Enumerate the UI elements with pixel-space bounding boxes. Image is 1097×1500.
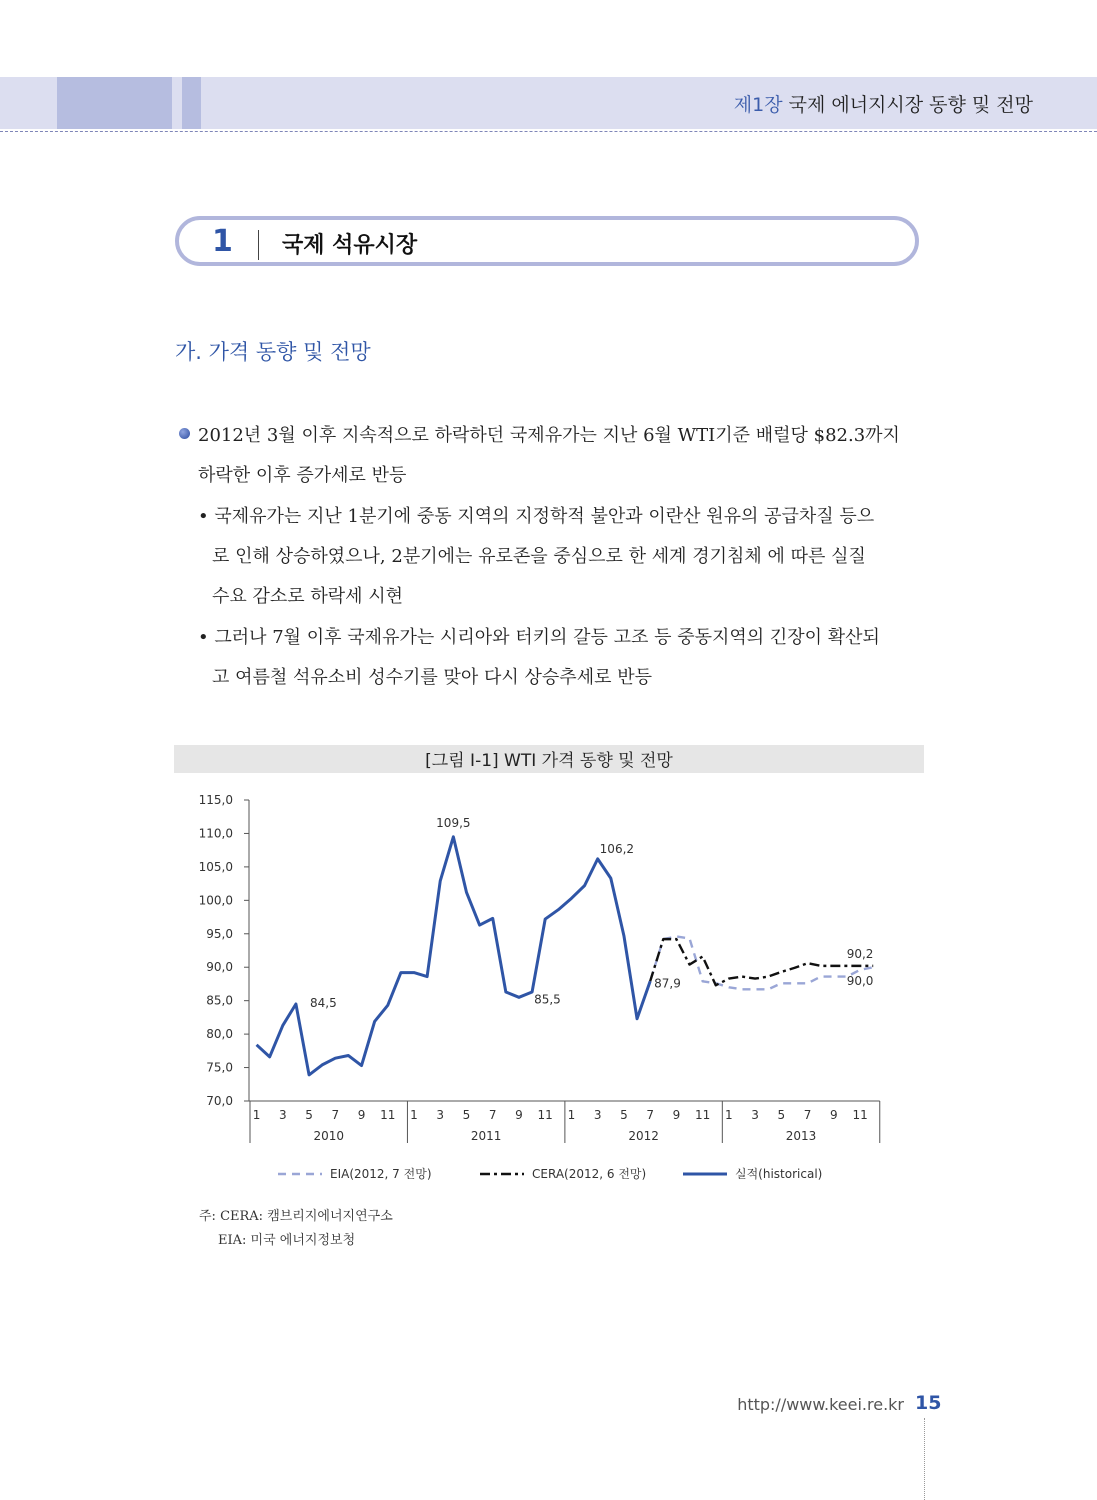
x-tick-label: 11 <box>852 1108 868 1122</box>
data-label: 106,2 <box>599 841 635 856</box>
sub-bullet-2-line-1: • 그러나 7월 이후 국제유가는 시리아와 터키의 갈등 고조 등 중동지역의 긴장이 확산되 <box>198 627 880 648</box>
y-tick-label: 95,0 <box>206 926 233 941</box>
y-tick-label: 70,0 <box>206 1094 233 1108</box>
section-divider <box>258 230 259 260</box>
x-tick-label: 9 <box>515 1108 523 1122</box>
x-tick-label: 7 <box>331 1108 340 1122</box>
x-year-label: 2013 <box>785 1129 817 1143</box>
x-tick-label: 5 <box>305 1108 313 1122</box>
header-divider <box>0 131 1097 132</box>
data-label: 90,0 <box>846 974 874 989</box>
x-year-label: 2012 <box>628 1129 659 1143</box>
x-tick-label: 3 <box>751 1108 759 1122</box>
x-tick-label: 7 <box>488 1108 497 1122</box>
section-number: 1 <box>212 224 233 259</box>
x-tick-label: 5 <box>462 1108 471 1122</box>
bullet-main-line-2: 하락한 이후 증가세로 반등 <box>198 465 407 486</box>
x-tick-label: 11 <box>380 1108 396 1122</box>
x-tick-label: 5 <box>777 1108 786 1122</box>
x-tick-label: 3 <box>278 1108 287 1122</box>
bullet-icon <box>179 428 190 439</box>
y-tick-label: 110,0 <box>198 826 233 841</box>
chapter-title <box>734 90 1033 117</box>
x-tick-label: 9 <box>672 1108 681 1122</box>
legend-label: EIA(2012, 7 전망) <box>330 1167 432 1181</box>
x-tick-label: 3 <box>593 1108 602 1122</box>
data-label: 84,5 <box>310 996 337 1011</box>
x-tick-label: 1 <box>725 1108 733 1122</box>
x-tick-label: 7 <box>646 1108 654 1122</box>
x-tick-label: 11 <box>694 1108 711 1122</box>
x-tick-label: 5 <box>620 1108 628 1122</box>
y-tick-label: 105,0 <box>198 859 233 874</box>
y-tick-label: 100,0 <box>198 893 233 908</box>
y-tick-label: 80,0 <box>206 1027 233 1042</box>
footer-dotted-line <box>924 1418 925 1500</box>
x-tick-label: 1 <box>252 1108 261 1122</box>
y-tick-label: 115,0 <box>198 793 233 807</box>
x-tick-label: 1 <box>410 1108 418 1122</box>
y-tick-label: 85,0 <box>206 993 233 1008</box>
data-label: 90,2 <box>846 946 874 961</box>
x-tick-label: 1 <box>567 1108 576 1122</box>
footer-url: http://www.keei.re.kr <box>737 1395 904 1414</box>
sub-bullet-1-line-2: 로 인해 상승하였으나, 2분기에는 유로존을 중심으로 한 세계 경기침체 에 따른 실질 <box>212 546 866 567</box>
data-label: 87,9 <box>654 976 681 991</box>
y-tick-label: 75,0 <box>206 1060 233 1075</box>
note-line-1: 주: CERA: 캠브리지에너지연구소 <box>199 1209 393 1224</box>
header-tab-decoration <box>57 77 172 129</box>
legend-label: CERA(2012, 6 전망) <box>532 1167 647 1181</box>
x-tick-label: 9 <box>357 1108 366 1122</box>
x-year-label: 2011 <box>470 1129 502 1143</box>
sub-bullet-2-line-2: 고 여름철 석유소비 성수기를 맞아 다시 상승추세로 반등 <box>212 667 652 688</box>
series-line <box>650 939 873 985</box>
wti-line-chart <box>190 785 910 1190</box>
x-tick-label: 3 <box>436 1108 445 1122</box>
x-tick-label: 7 <box>803 1108 812 1122</box>
data-label: 85,5 <box>534 992 561 1007</box>
series-line <box>257 837 651 1075</box>
x-tick-label: 9 <box>830 1108 838 1122</box>
page-number: 15 <box>915 1392 942 1414</box>
x-year-label: 2010 <box>313 1129 344 1143</box>
chapter-number: 제1장 <box>733 94 783 116</box>
section-title: 국제 석유시장 <box>282 233 418 258</box>
figure-caption: [그림 Ⅰ-1] WTI 가격 동향 및 전망 <box>425 751 673 771</box>
note-line-2: EIA: 미국 에너지정보청 <box>218 1233 356 1248</box>
bullet-main-line-1: 2012년 3월 이후 지속적으로 하락하던 국제유가는 지난 6월 WTI기준 배럴당 $82.3까지 <box>198 425 900 446</box>
chapter-name: 국제 에너지시장 동향 및 전망 <box>782 94 1033 116</box>
subsection-title: 가. 가격 동향 및 전망 <box>175 340 371 364</box>
sub-bullet-1-line-1: • 국제유가는 지난 1분기에 중동 지역의 지정학적 불안과 이란산 원유의 공급차질 등으 <box>198 506 875 527</box>
data-label: 109,5 <box>436 815 471 830</box>
legend-label: 실적(historical) <box>735 1167 823 1181</box>
sub-bullet-1-line-3: 수요 감소로 하락세 시현 <box>212 586 404 607</box>
header-tab-decoration-small <box>182 77 201 129</box>
x-tick-label: 11 <box>537 1108 553 1122</box>
y-tick-label: 90,0 <box>206 960 233 975</box>
